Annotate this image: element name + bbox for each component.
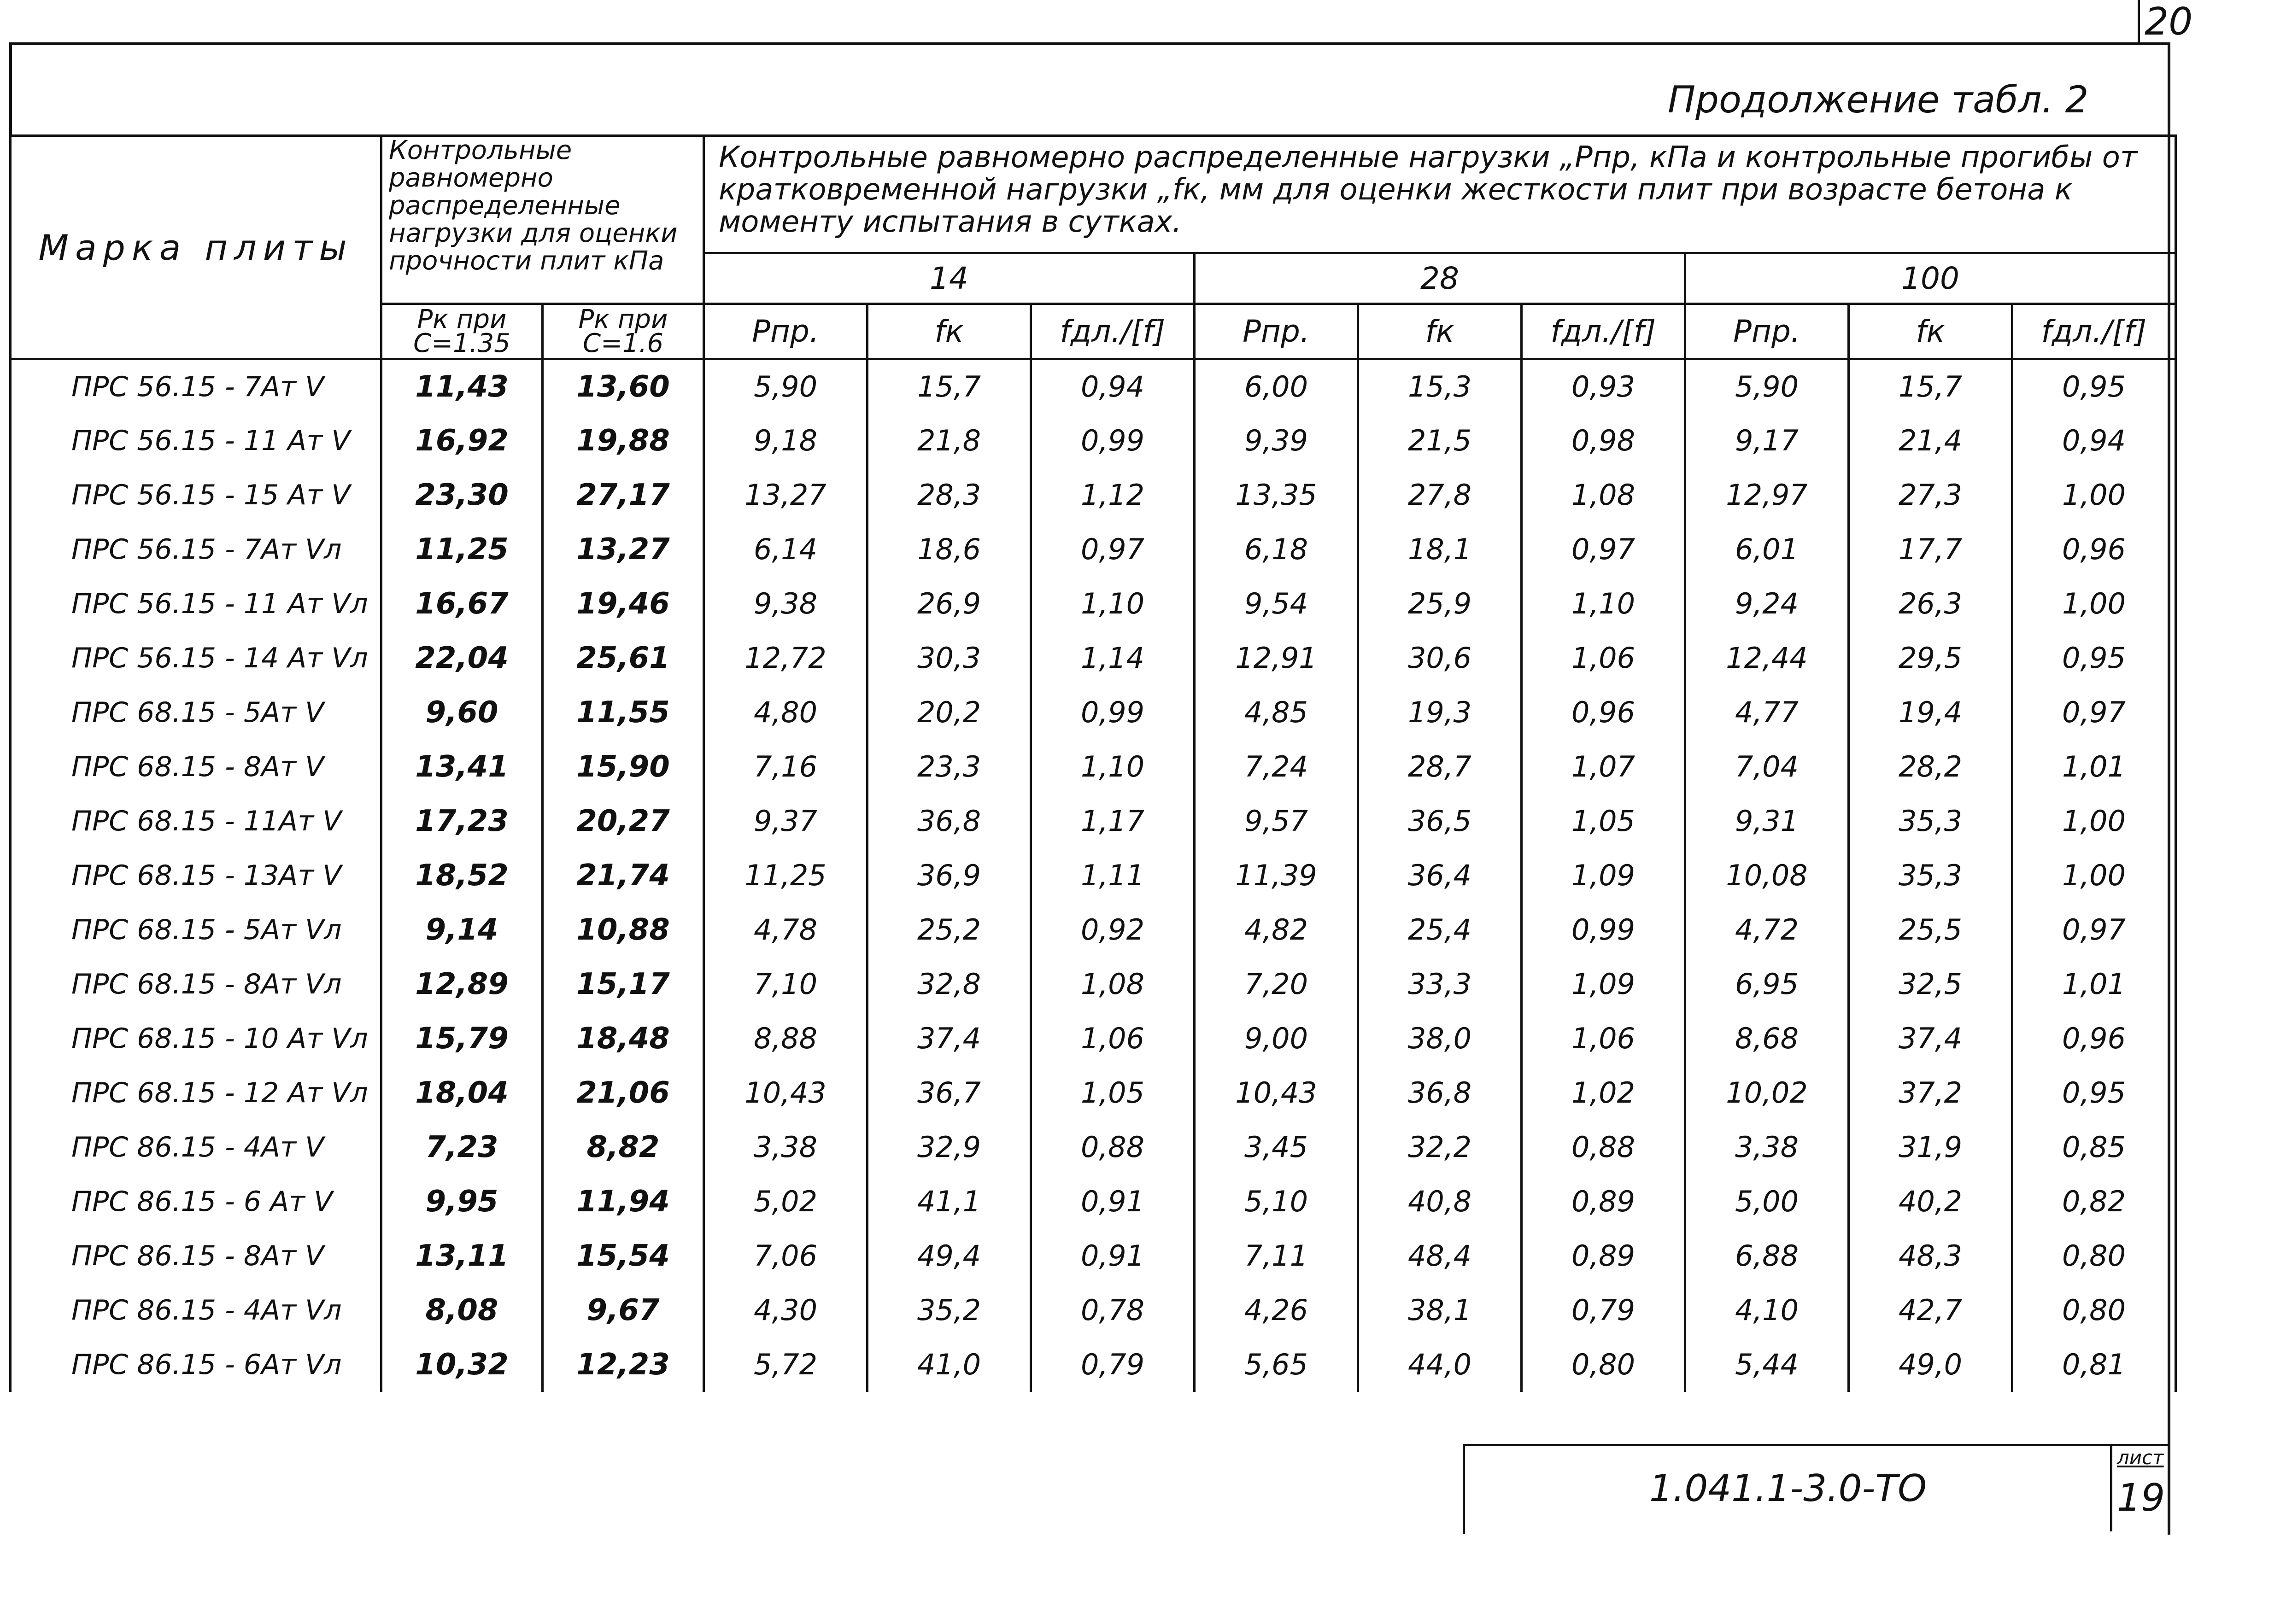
- value-cell: 5,44: [1685, 1338, 1849, 1392]
- value-cell: 0,89: [1522, 1229, 1685, 1283]
- value-cell: 9,39: [1195, 414, 1358, 468]
- value-cell: 16,92: [381, 414, 543, 468]
- value-cell: 13,27: [704, 468, 868, 522]
- value-cell: 1,06: [1031, 1011, 1195, 1066]
- value-cell: 0,78: [1031, 1283, 1195, 1338]
- value-cell: 6,00: [1195, 359, 1358, 414]
- plate-mark: ПРС 86.15 - 4Ат Vл: [11, 1283, 381, 1338]
- value-cell: 32,5: [1849, 957, 2012, 1011]
- value-cell: 0,85: [2012, 1120, 2176, 1174]
- value-cell: 5,02: [704, 1174, 868, 1229]
- header-stiffness: Контрольные равномерно распределенные нагрузки „Рпр, кПа и контрольные прогибы от кратковременной нагрузки „fк, мм для оценки жесткости плит при возрасте бетона к моменту испытания в сутках.: [704, 136, 2176, 253]
- plate-mark: ПРС 56.15 - 15 Ат V: [11, 468, 381, 522]
- value-cell: 36,5: [1358, 794, 1522, 848]
- value-cell: 5,90: [1685, 359, 1849, 414]
- value-cell: 26,9: [868, 577, 1031, 631]
- header-f-28: fк: [1358, 304, 1522, 359]
- value-cell: 9,17: [1685, 414, 1849, 468]
- value-cell: 0,91: [1031, 1174, 1195, 1229]
- value-cell: 15,7: [1849, 359, 2012, 414]
- value-cell: 12,91: [1195, 631, 1358, 685]
- header-mark: Марка плиты: [11, 136, 381, 359]
- header-pk-1-35: Рк при С=1.35: [381, 304, 543, 359]
- plate-mark: ПРС 68.15 - 8Ат V: [11, 740, 381, 794]
- value-cell: 7,04: [1685, 740, 1849, 794]
- value-cell: 21,74: [543, 848, 704, 903]
- value-cell: 1,10: [1031, 577, 1195, 631]
- header-age-100: 100: [1685, 253, 2176, 304]
- value-cell: 6,18: [1195, 522, 1358, 577]
- value-cell: 4,77: [1685, 685, 1849, 740]
- value-cell: 25,61: [543, 631, 704, 685]
- value-cell: 9,24: [1685, 577, 1849, 631]
- value-cell: 0,99: [1031, 414, 1195, 468]
- sheet-label: лист: [2117, 1446, 2164, 1469]
- value-cell: 0,80: [2012, 1229, 2176, 1283]
- value-cell: 7,10: [704, 957, 868, 1011]
- value-cell: 13,11: [381, 1229, 543, 1283]
- value-cell: 8,68: [1685, 1011, 1849, 1066]
- value-cell: 13,60: [543, 359, 704, 414]
- value-cell: 37,4: [1849, 1011, 2012, 1066]
- value-cell: 11,25: [381, 522, 543, 577]
- corner-divider: [2138, 0, 2140, 44]
- value-cell: 13,41: [381, 740, 543, 794]
- header-f-14: fк: [868, 304, 1031, 359]
- value-cell: 15,54: [543, 1229, 704, 1283]
- plate-mark: ПРС 68.15 - 10 Ат Vл: [11, 1011, 381, 1066]
- value-cell: 27,17: [543, 468, 704, 522]
- value-cell: 13,27: [543, 522, 704, 577]
- results-table: [9, 134, 2177, 1392]
- table-row: [11, 740, 2176, 794]
- plate-mark: ПРС 56.15 - 7Ат V: [11, 359, 381, 414]
- value-cell: 0,93: [1522, 359, 1685, 414]
- table-row: [11, 1120, 2176, 1174]
- value-cell: 7,06: [704, 1229, 868, 1283]
- value-cell: 36,8: [1358, 1066, 1522, 1120]
- value-cell: 0,88: [1522, 1120, 1685, 1174]
- plate-mark: ПРС 56.15 - 14 Ат Vл: [11, 631, 381, 685]
- value-cell: 4,80: [704, 685, 868, 740]
- value-cell: 10,32: [381, 1338, 543, 1392]
- value-cell: 35,3: [1849, 794, 2012, 848]
- table-body: [11, 359, 2176, 1392]
- value-cell: 15,79: [381, 1011, 543, 1066]
- value-cell: 7,23: [381, 1120, 543, 1174]
- value-cell: 16,67: [381, 577, 543, 631]
- value-cell: 1,08: [1031, 957, 1195, 1011]
- value-cell: 48,4: [1358, 1229, 1522, 1283]
- value-cell: 26,3: [1849, 577, 2012, 631]
- value-cell: 1,01: [2012, 957, 2176, 1011]
- plate-mark: ПРС 86.15 - 6Ат Vл: [11, 1338, 381, 1392]
- value-cell: 9,00: [1195, 1011, 1358, 1066]
- value-cell: 7,24: [1195, 740, 1358, 794]
- value-cell: 0,80: [1522, 1338, 1685, 1392]
- value-cell: 9,95: [381, 1174, 543, 1229]
- value-cell: 9,54: [1195, 577, 1358, 631]
- header-ratio-100: fдл./[f]: [2012, 304, 2176, 359]
- table-row: [11, 685, 2176, 740]
- value-cell: 33,3: [1358, 957, 1522, 1011]
- table-row: [11, 1066, 2176, 1120]
- value-cell: 15,90: [543, 740, 704, 794]
- value-cell: 0,96: [2012, 1011, 2176, 1066]
- value-cell: 11,39: [1195, 848, 1358, 903]
- value-cell: 1,12: [1031, 468, 1195, 522]
- table-row: [11, 1174, 2176, 1229]
- value-cell: 28,2: [1849, 740, 2012, 794]
- value-cell: 8,88: [704, 1011, 868, 1066]
- value-cell: 1,10: [1522, 577, 1685, 631]
- value-cell: 6,14: [704, 522, 868, 577]
- table-row: [11, 414, 2176, 468]
- header-pk-1-6: Рк при С=1.6: [543, 304, 704, 359]
- table-row: [11, 903, 2176, 957]
- plate-mark: ПРС 56.15 - 11 Ат V: [11, 414, 381, 468]
- value-cell: 40,8: [1358, 1174, 1522, 1229]
- value-cell: 10,43: [704, 1066, 868, 1120]
- value-cell: 5,10: [1195, 1174, 1358, 1229]
- plate-mark: ПРС 68.15 - 5Ат V: [11, 685, 381, 740]
- value-cell: 0,88: [1031, 1120, 1195, 1174]
- value-cell: 1,00: [2012, 794, 2176, 848]
- value-cell: 6,95: [1685, 957, 1849, 1011]
- value-cell: 0,95: [2012, 1066, 2176, 1120]
- value-cell: 44,0: [1358, 1338, 1522, 1392]
- value-cell: 4,78: [704, 903, 868, 957]
- value-cell: 9,38: [704, 577, 868, 631]
- value-cell: 4,26: [1195, 1283, 1358, 1338]
- corner-page-number: 20: [2145, 0, 2193, 44]
- table-row: [11, 631, 2176, 685]
- header-f-100: fк: [1849, 304, 2012, 359]
- value-cell: 1,08: [1522, 468, 1685, 522]
- value-cell: 4,10: [1685, 1283, 1849, 1338]
- table-row: [11, 577, 2176, 631]
- value-cell: 1,07: [1522, 740, 1685, 794]
- value-cell: 28,3: [868, 468, 1031, 522]
- value-cell: 0,89: [1522, 1174, 1685, 1229]
- value-cell: 7,16: [704, 740, 868, 794]
- value-cell: 0,79: [1031, 1338, 1195, 1392]
- value-cell: 38,0: [1358, 1011, 1522, 1066]
- value-cell: 38,1: [1358, 1283, 1522, 1338]
- value-cell: 25,5: [1849, 903, 2012, 957]
- value-cell: 1,11: [1031, 848, 1195, 903]
- header-strength: Контрольные равномерно распределенные нагрузки для оценки прочности плит кПа: [381, 136, 704, 304]
- value-cell: 9,31: [1685, 794, 1849, 848]
- value-cell: 0,94: [1031, 359, 1195, 414]
- table-row: [11, 794, 2176, 848]
- header-p-14: Рпр.: [704, 304, 868, 359]
- value-cell: 36,7: [868, 1066, 1031, 1120]
- value-cell: 25,9: [1358, 577, 1522, 631]
- table-row: [11, 848, 2176, 903]
- table-row: [11, 1011, 2176, 1066]
- sheet-number: 19: [2117, 1476, 2165, 1520]
- value-cell: 1,00: [2012, 577, 2176, 631]
- value-cell: 21,4: [1849, 414, 2012, 468]
- header-p-100: Рпр.: [1685, 304, 1849, 359]
- value-cell: 11,94: [543, 1174, 704, 1229]
- table-row: [11, 468, 2176, 522]
- value-cell: 10,88: [543, 903, 704, 957]
- plate-mark: ПРС 68.15 - 11Ат V: [11, 794, 381, 848]
- value-cell: 27,3: [1849, 468, 2012, 522]
- value-cell: 18,48: [543, 1011, 704, 1066]
- value-cell: 0,97: [2012, 685, 2176, 740]
- value-cell: 12,23: [543, 1338, 704, 1392]
- value-cell: 1,06: [1522, 1011, 1685, 1066]
- plate-mark: ПРС 86.15 - 6 Ат V: [11, 1174, 381, 1229]
- value-cell: 10,43: [1195, 1066, 1358, 1120]
- value-cell: 0,79: [1522, 1283, 1685, 1338]
- value-cell: 6,88: [1685, 1229, 1849, 1283]
- value-cell: 11,55: [543, 685, 704, 740]
- value-cell: 11,25: [704, 848, 868, 903]
- value-cell: 42,7: [1849, 1283, 2012, 1338]
- value-cell: 3,38: [704, 1120, 868, 1174]
- plate-mark: ПРС 68.15 - 5Ат Vл: [11, 903, 381, 957]
- table-row: [11, 359, 2176, 414]
- value-cell: 19,3: [1358, 685, 1522, 740]
- value-cell: 1,01: [2012, 740, 2176, 794]
- plate-mark: ПРС 68.15 - 13Ат V: [11, 848, 381, 903]
- value-cell: 0,95: [2012, 631, 2176, 685]
- value-cell: 1,05: [1522, 794, 1685, 848]
- value-cell: 36,8: [868, 794, 1031, 848]
- header-p-28: Рпр.: [1195, 304, 1358, 359]
- header-ratio-14: fдл./[f]: [1031, 304, 1195, 359]
- value-cell: 1,02: [1522, 1066, 1685, 1120]
- value-cell: 9,18: [704, 414, 868, 468]
- value-cell: 1,00: [2012, 848, 2176, 903]
- value-cell: 1,06: [1522, 631, 1685, 685]
- value-cell: 31,9: [1849, 1120, 2012, 1174]
- frame-left-border: [9, 42, 12, 137]
- value-cell: 0,91: [1031, 1229, 1195, 1283]
- value-cell: 5,65: [1195, 1338, 1358, 1392]
- value-cell: 21,8: [868, 414, 1031, 468]
- value-cell: 21,5: [1358, 414, 1522, 468]
- value-cell: 19,88: [543, 414, 704, 468]
- value-cell: 41,0: [868, 1338, 1031, 1392]
- value-cell: 9,60: [381, 685, 543, 740]
- plate-mark: ПРС 68.15 - 12 Ат Vл: [11, 1066, 381, 1120]
- plate-mark: ПРС 68.15 - 8Ат Vл: [11, 957, 381, 1011]
- header-age-28: 28: [1195, 253, 1685, 304]
- value-cell: 0,82: [2012, 1174, 2176, 1229]
- value-cell: 5,90: [704, 359, 868, 414]
- value-cell: 1,00: [2012, 468, 2176, 522]
- value-cell: 35,3: [1849, 848, 2012, 903]
- plate-mark: ПРС 86.15 - 4Ат V: [11, 1120, 381, 1174]
- value-cell: 48,3: [1849, 1229, 2012, 1283]
- value-cell: 0,97: [1031, 522, 1195, 577]
- value-cell: 37,4: [868, 1011, 1031, 1066]
- value-cell: 0,95: [2012, 359, 2176, 414]
- value-cell: 9,57: [1195, 794, 1358, 848]
- value-cell: 36,4: [1358, 848, 1522, 903]
- header-ratio-28: fдл./[f]: [1522, 304, 1685, 359]
- value-cell: 49,4: [868, 1229, 1031, 1283]
- value-cell: 0,97: [2012, 903, 2176, 957]
- value-cell: 0,80: [2012, 1283, 2176, 1338]
- value-cell: 40,2: [1849, 1174, 2012, 1229]
- table-row: [11, 1229, 2176, 1283]
- value-cell: 20,2: [868, 685, 1031, 740]
- value-cell: 36,9: [868, 848, 1031, 903]
- value-cell: 0,92: [1031, 903, 1195, 957]
- value-cell: 11,43: [381, 359, 543, 414]
- value-cell: 1,10: [1031, 740, 1195, 794]
- value-cell: 10,02: [1685, 1066, 1849, 1120]
- frame-top-border: [9, 42, 2170, 45]
- table-row: [11, 522, 2176, 577]
- value-cell: 8,08: [381, 1283, 543, 1338]
- value-cell: 0,99: [1522, 903, 1685, 957]
- value-cell: 3,45: [1195, 1120, 1358, 1174]
- value-cell: 32,8: [868, 957, 1031, 1011]
- header-age-14: 14: [704, 253, 1195, 304]
- table-row: [11, 1283, 2176, 1338]
- value-cell: 23,30: [381, 468, 543, 522]
- value-cell: 9,14: [381, 903, 543, 957]
- value-cell: 18,6: [868, 522, 1031, 577]
- value-cell: 1,17: [1031, 794, 1195, 848]
- value-cell: 0,81: [2012, 1338, 2176, 1392]
- value-cell: 18,52: [381, 848, 543, 903]
- value-cell: 17,23: [381, 794, 543, 848]
- document-code: 1.041.1-3.0-ТО: [1649, 1467, 1927, 1510]
- value-cell: 35,2: [868, 1283, 1031, 1338]
- value-cell: 25,2: [868, 903, 1031, 957]
- value-cell: 32,2: [1358, 1120, 1522, 1174]
- value-cell: 4,72: [1685, 903, 1849, 957]
- value-cell: 41,1: [868, 1174, 1031, 1229]
- value-cell: 32,9: [868, 1120, 1031, 1174]
- value-cell: 3,38: [1685, 1120, 1849, 1174]
- value-cell: 0,96: [1522, 685, 1685, 740]
- value-cell: 28,7: [1358, 740, 1522, 794]
- value-cell: 19,46: [543, 577, 704, 631]
- value-cell: 5,72: [704, 1338, 868, 1392]
- value-cell: 9,37: [704, 794, 868, 848]
- table-row: [11, 1338, 2176, 1392]
- value-cell: 23,3: [868, 740, 1031, 794]
- value-cell: 18,1: [1358, 522, 1522, 577]
- value-cell: 1,09: [1522, 848, 1685, 903]
- value-cell: 17,7: [1849, 522, 2012, 577]
- value-cell: 0,96: [2012, 522, 2176, 577]
- value-cell: 5,00: [1685, 1174, 1849, 1229]
- value-cell: 8,82: [543, 1120, 704, 1174]
- value-cell: 0,98: [1522, 414, 1685, 468]
- continuation-label: Продолжение табл. 2: [1668, 78, 2089, 121]
- value-cell: 10,08: [1685, 848, 1849, 903]
- table-row: [11, 957, 2176, 1011]
- value-cell: 7,11: [1195, 1229, 1358, 1283]
- value-cell: 15,17: [543, 957, 704, 1011]
- value-cell: 13,35: [1195, 468, 1358, 522]
- value-cell: 4,30: [704, 1283, 868, 1338]
- value-cell: 12,89: [381, 957, 543, 1011]
- value-cell: 0,99: [1031, 685, 1195, 740]
- value-cell: 0,94: [2012, 414, 2176, 468]
- value-cell: 12,97: [1685, 468, 1849, 522]
- value-cell: 15,3: [1358, 359, 1522, 414]
- plate-mark: ПРС 56.15 - 7Ат Vл: [11, 522, 381, 577]
- value-cell: 6,01: [1685, 522, 1849, 577]
- value-cell: 12,44: [1685, 631, 1849, 685]
- value-cell: 1,05: [1031, 1066, 1195, 1120]
- value-cell: 15,7: [868, 359, 1031, 414]
- value-cell: 0,97: [1522, 522, 1685, 577]
- plate-mark: ПРС 86.15 - 8Ат V: [11, 1229, 381, 1283]
- value-cell: 21,06: [543, 1066, 704, 1120]
- value-cell: 20,27: [543, 794, 704, 848]
- value-cell: 12,72: [704, 631, 868, 685]
- value-cell: 37,2: [1849, 1066, 2012, 1120]
- value-cell: 1,14: [1031, 631, 1195, 685]
- value-cell: 29,5: [1849, 631, 2012, 685]
- value-cell: 30,6: [1358, 631, 1522, 685]
- value-cell: 7,20: [1195, 957, 1358, 1011]
- value-cell: 27,8: [1358, 468, 1522, 522]
- value-cell: 1,09: [1522, 957, 1685, 1011]
- value-cell: 25,4: [1358, 903, 1522, 957]
- value-cell: 22,04: [381, 631, 543, 685]
- value-cell: 9,67: [543, 1283, 704, 1338]
- value-cell: 49,0: [1849, 1338, 2012, 1392]
- plate-mark: ПРС 56.15 - 11 Ат Vл: [11, 577, 381, 631]
- value-cell: 19,4: [1849, 685, 2012, 740]
- value-cell: 18,04: [381, 1066, 543, 1120]
- value-cell: 30,3: [868, 631, 1031, 685]
- value-cell: 4,82: [1195, 903, 1358, 957]
- value-cell: 4,85: [1195, 685, 1358, 740]
